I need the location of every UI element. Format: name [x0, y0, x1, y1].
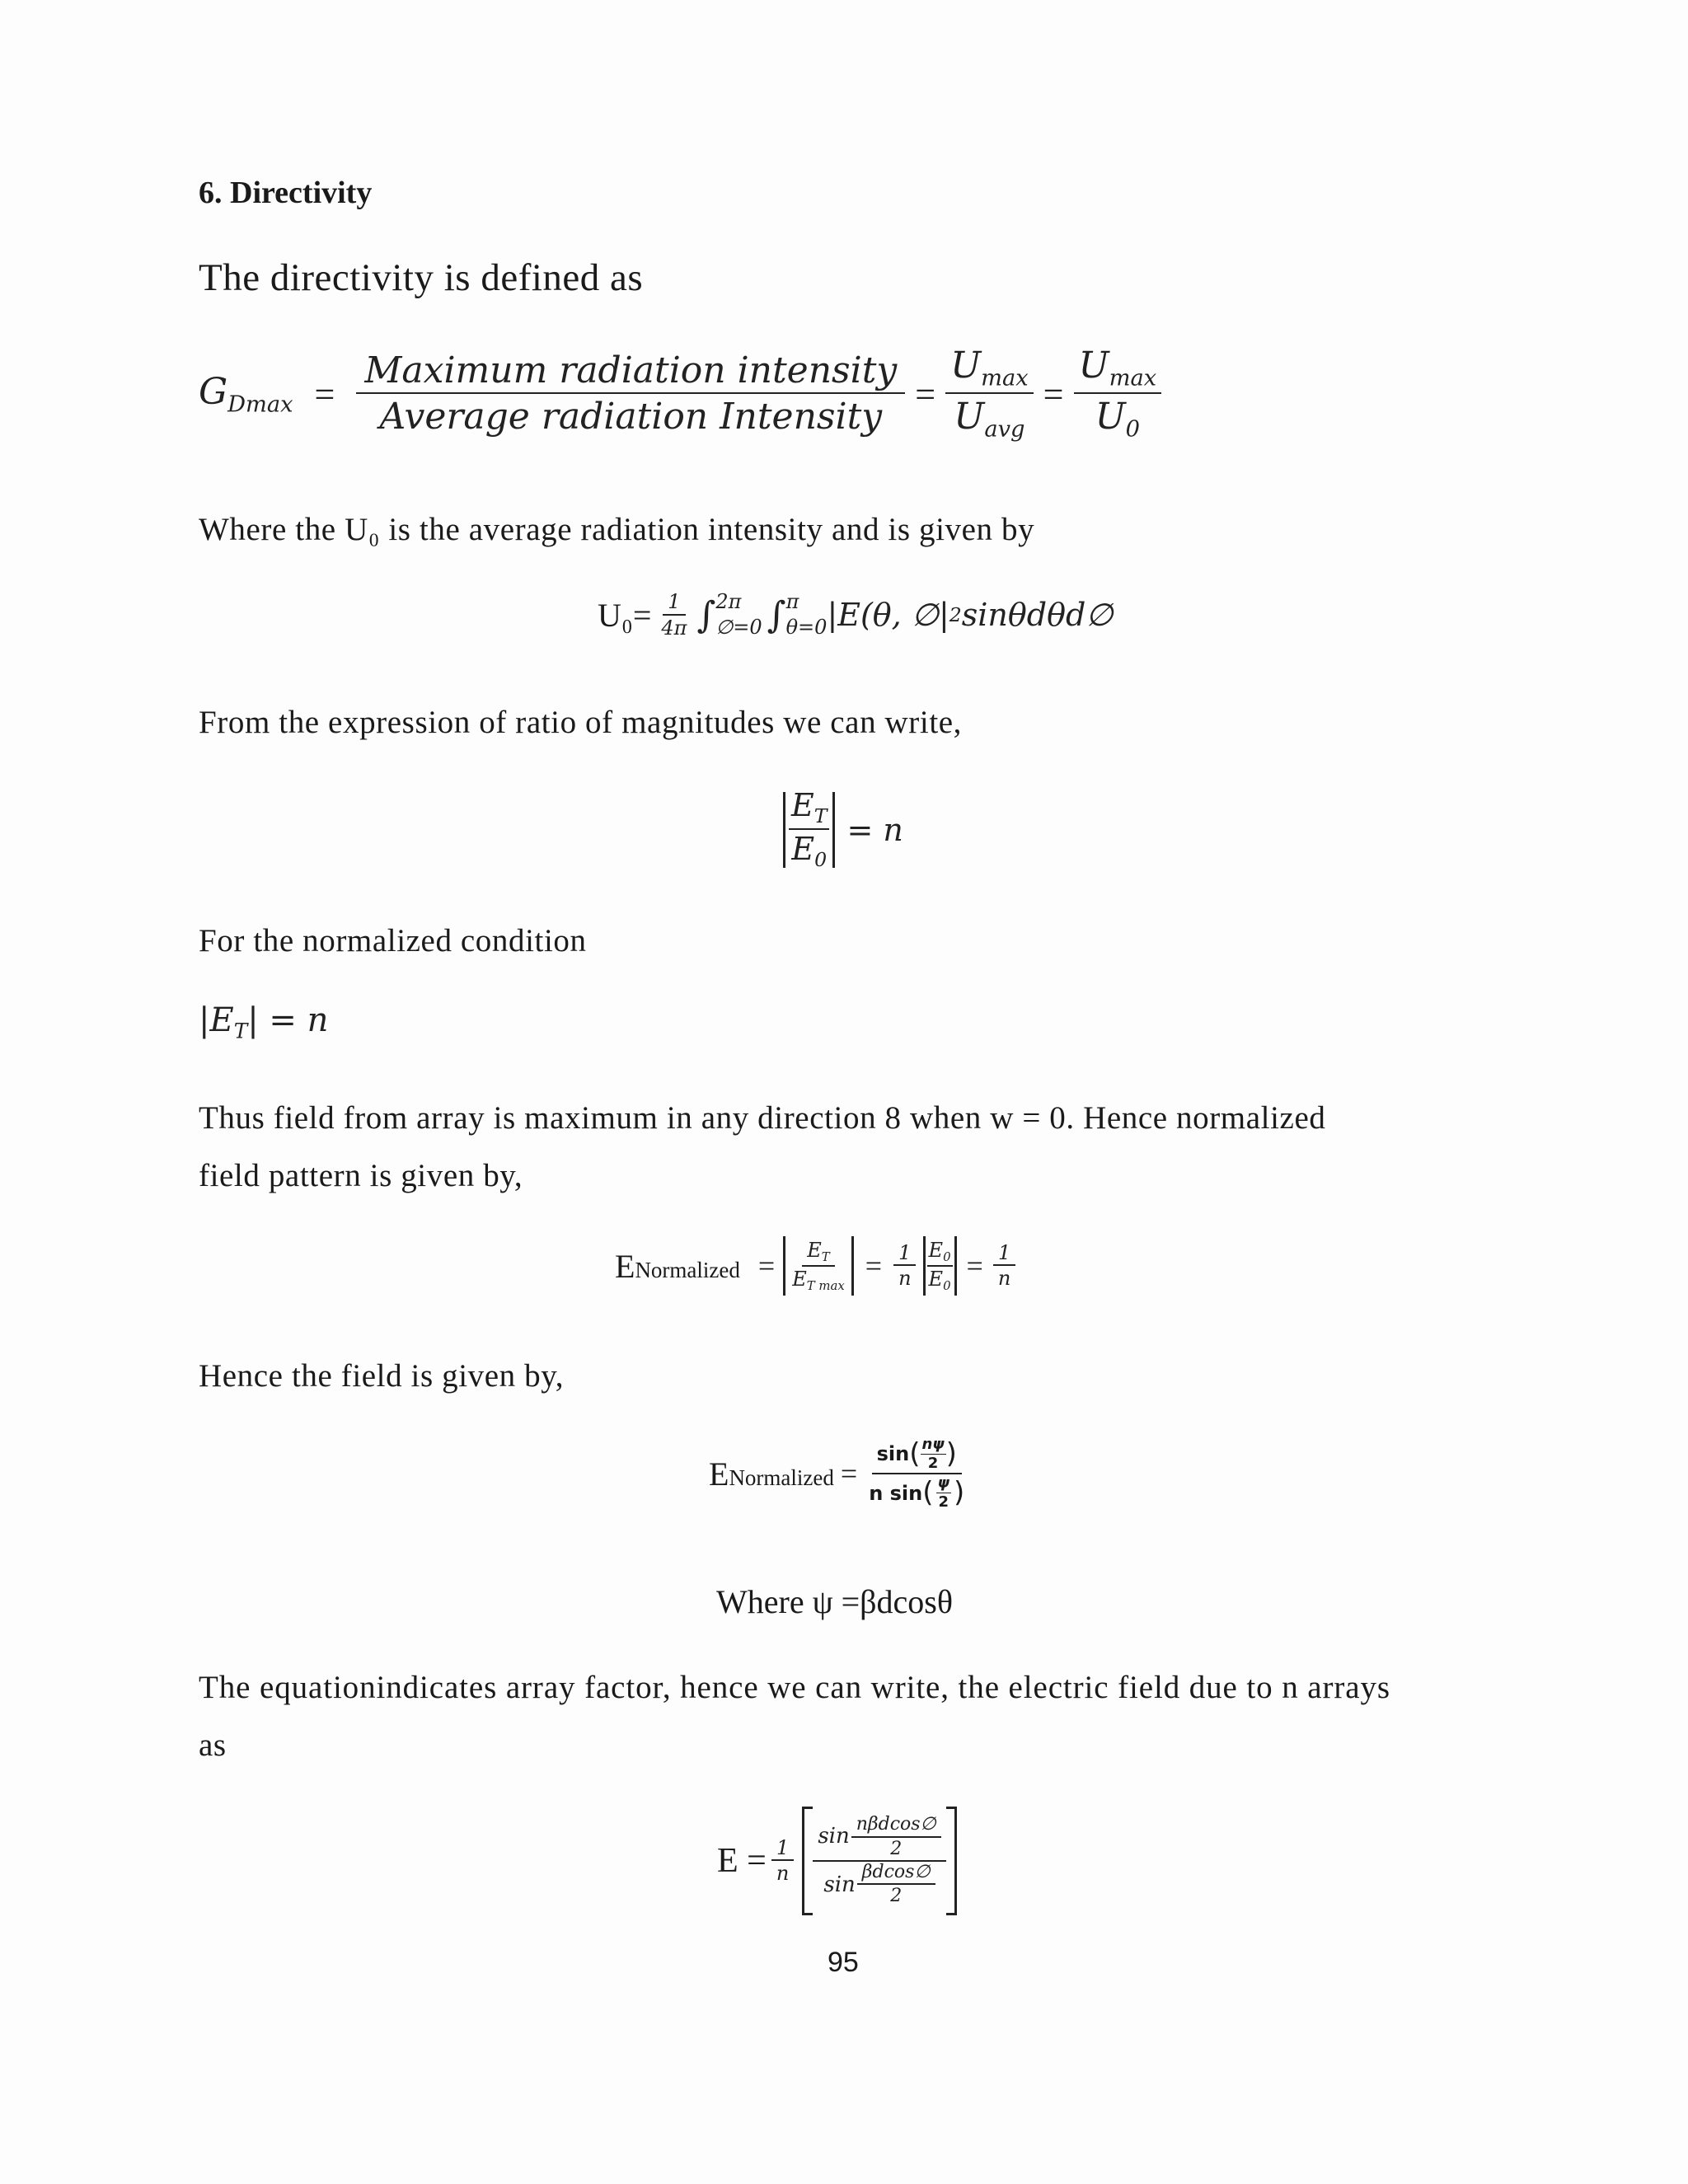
u0-equation: U₀= $\frac{1}{4\pi}$ ∫ 2π ∅=0 ∫ π θ=0 |E(θ, ∅| 2 sinθdθd∅	[598, 589, 1114, 640]
page-number: 95	[828, 1947, 859, 1978]
thus-paragraph-line2: field pattern is given by,	[199, 1158, 523, 1193]
normalized-paragraph: For the normalized condition	[199, 923, 587, 958]
array-factor-paragraph-line1: The equationindicates array factor, hence we can write, the electric field due to n arrays	[199, 1670, 1390, 1705]
u0-paragraph: Where the U₀ is the average radiation intensity and is given by	[199, 512, 1035, 547]
umax-uavg: $\frac{U_{max}}{U_{avg}}$	[945, 344, 1034, 444]
ratio-equation: $\frac{E_T}{E_0}$ = n	[783, 787, 903, 872]
intro-text: The directivity is defined as	[199, 256, 644, 299]
g-dmax: $G_{Dmax}$	[199, 371, 293, 418]
final-field-equation: E = $\frac{1}{n}$ sin $\frac{\text{nβdcos∅}}{2}$ sin $\frac{\beta dcos\emptyset}{2}$	[717, 1807, 957, 1915]
psi-definition: Where ψ =βdcosθ	[716, 1583, 954, 1620]
normalized-condition-equation: $|E_T| = n$	[199, 1001, 329, 1043]
thus-paragraph-line1: Thus field from array is maximum in any direction 8 when w = 0. Hence normalized	[199, 1100, 1326, 1136]
section-heading: 6. Directivity	[199, 176, 373, 210]
ratio-paragraph: From the expression of ratio of magnitudes we can write,	[199, 705, 963, 740]
umax-u0: $\frac{U_{max}}{U_0}$	[1074, 344, 1162, 444]
array-factor-paragraph-line2: as	[199, 1727, 227, 1763]
intensity-ratio: $\frac{\text{Maximum radiation intensity}}{\text{Average radiation Intensity}}$	[356, 349, 905, 440]
enormalized-sin-equation: ENormalized = sin ( $\frac{n\psi}{2}$ ) n sin ( $\frac{\psi}{2}$ )	[709, 1436, 965, 1511]
hence-paragraph: Hence the field is given by,	[199, 1358, 565, 1394]
directivity-equation: $G_{Dmax}$ = $\frac{\text{Maximum radiation intensity}}{\text{Average radiation Intensity}}$ = $\frac{U_{max}}{U_{avg}}$ = $\frac{U_{max}}{U_0}$	[199, 344, 1161, 444]
enormalized-equation: ENormalized = $\frac{E_T}{E_{T max}}$ = $\frac{1}{n}$ $\frac{E_0}{E_0}$ = $\frac{1}{n}$	[615, 1236, 1015, 1296]
